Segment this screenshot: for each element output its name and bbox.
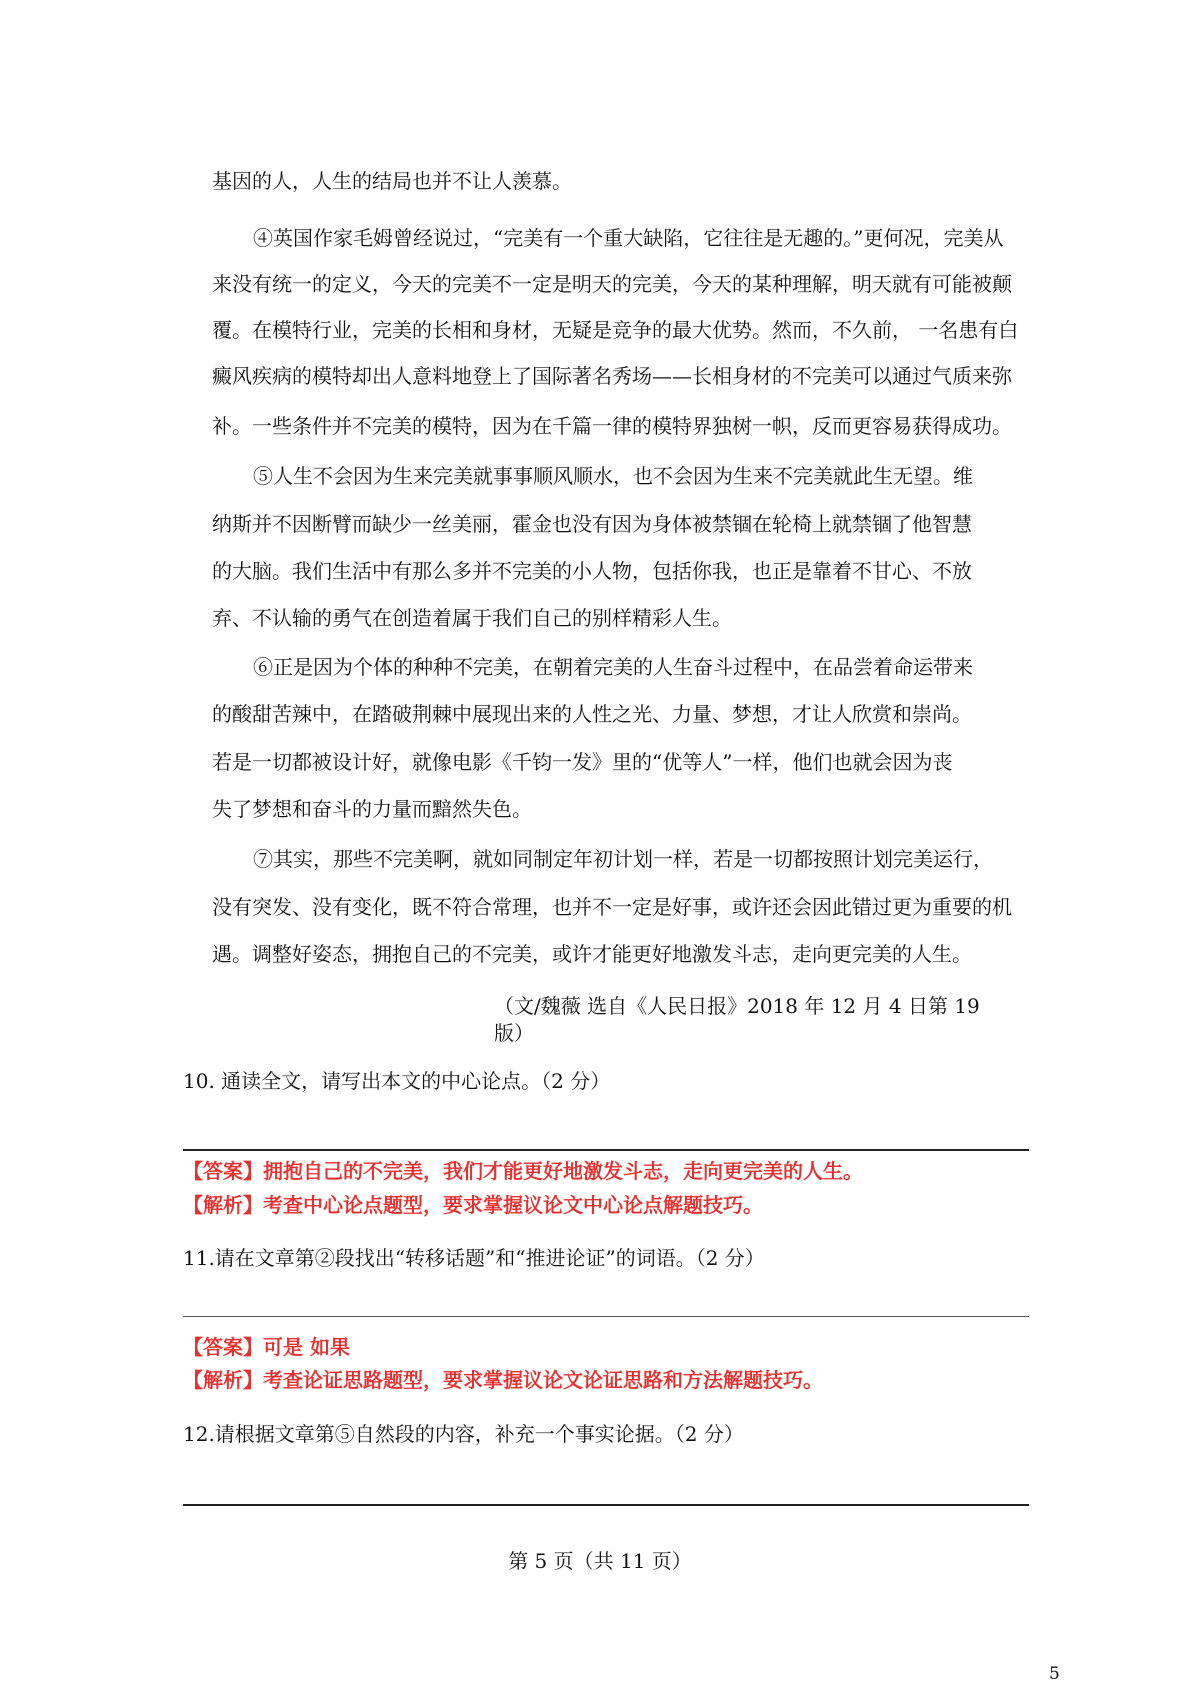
- paragraph-5-start: ⑤人生不会因为生来完美就事事顺风顺水，也不会因为生来不完美就此生无望。维: [253, 464, 973, 488]
- question-text: 12.请根据文章第⑤自然段的内容，补充一个事实论据。（2 分）: [183, 1422, 744, 1446]
- paragraph-7-start: ⑦其实，那些不完美啊，就如同制定年初计划一样，若是一切都按照计划完美运行，: [253, 847, 993, 871]
- paragraph-4-start: ④英国作家毛姆曾经说过，“完美有一个重大缺陷，它往往是无趣的。”更何况，完美从: [253, 226, 1004, 250]
- answer-rule: [183, 1149, 1029, 1151]
- paragraph-line: 基因的人，人生的结局也并不让人羡慕。: [212, 169, 572, 193]
- analysis-text: 【解析】考查论证思路题型，要求掌握议论文论证思路和方法解题技巧。: [183, 1368, 823, 1392]
- answer-text: 【答案】可是 如果: [183, 1335, 350, 1359]
- paragraph-line: 弃、不认输的勇气在创造着属于我们自己的别样精彩人生。: [212, 606, 732, 630]
- paragraph-line: 遇。调整好姿态，拥抱自己的不完美，或许才能更好地激发斗志，走向更完美的人生。: [212, 942, 972, 966]
- paragraph-line: 来没有统一的定义，今天的完美不一定是明天的完美，今天的某种理解，明天就有可能被颠: [212, 272, 1012, 296]
- question-text: 11.请在文章第②段找出“转移话题”和“推进论证”的词语。（2 分）: [183, 1246, 765, 1270]
- page-number: 5: [1049, 1664, 1060, 1684]
- paragraph-line: 补。一些条件并不完美的模特，因为在千篇一律的模特界独树一帜，反而更容易获得成功。: [212, 414, 1012, 438]
- paragraph-line: 若是一切都被设计好，就像电影《千钧一发》里的“优等人”一样，他们也就会因为丧: [212, 750, 953, 774]
- source-line-1: （文/魏薇 选自《人民日报》2018 年 12 月 4 日第 19: [494, 994, 980, 1018]
- paragraph-line: 没有突发、没有变化，既不符合常理，也并不一定是好事，或许还会因此错过更为重要的机: [212, 895, 1012, 919]
- paragraph-line: 的大脑。我们生活中有那么多并不完美的小人物，包括你我，也正是靠着不甘心、不放: [212, 559, 972, 583]
- analysis-text: 【解析】考查中心论点题型，要求掌握议论文中心论点解题技巧。: [183, 1193, 763, 1217]
- source-line-2: 版）: [494, 1021, 534, 1045]
- page-footer-label: 第 5 页（共 11 页）: [508, 1549, 692, 1573]
- paragraph-line: 癜风疾病的模特却出人意料地登上了国际著名秀场——长相身材的不完美可以通过气质来弥: [212, 364, 1012, 388]
- answer-text: 【答案】拥抱自己的不完美，我们才能更好地激发斗志，走向更完美的人生。: [183, 1159, 863, 1183]
- paragraph-line: 纳斯并不因断臂而缺少一丝美丽，霍金也没有因为身体被禁锢在轮椅上就禁锢了他智慧: [212, 512, 972, 536]
- paragraph-line: 失了梦想和奋斗的力量而黯然失色。: [212, 797, 532, 821]
- answer-rule: [183, 1504, 1029, 1506]
- paragraph-line: 的酸甜苦辣中，在踏破荆棘中展现出来的人性之光、力量、梦想，才让人欣赏和崇尚。: [212, 702, 972, 726]
- paragraph-6-start: ⑥正是因为个体的种种不完美，在朝着完美的人生奋斗过程中，在品尝着命运带来: [253, 655, 973, 679]
- paragraph-line: 覆。在模特行业，完美的长相和身材，无疑是竞争的最大优势。然而，不久前， 一名患有白: [212, 318, 1019, 342]
- answer-rule: [183, 1316, 1029, 1317]
- question-text: 10. 通读全文，请写出本文的中心论点。（2 分）: [183, 1069, 611, 1093]
